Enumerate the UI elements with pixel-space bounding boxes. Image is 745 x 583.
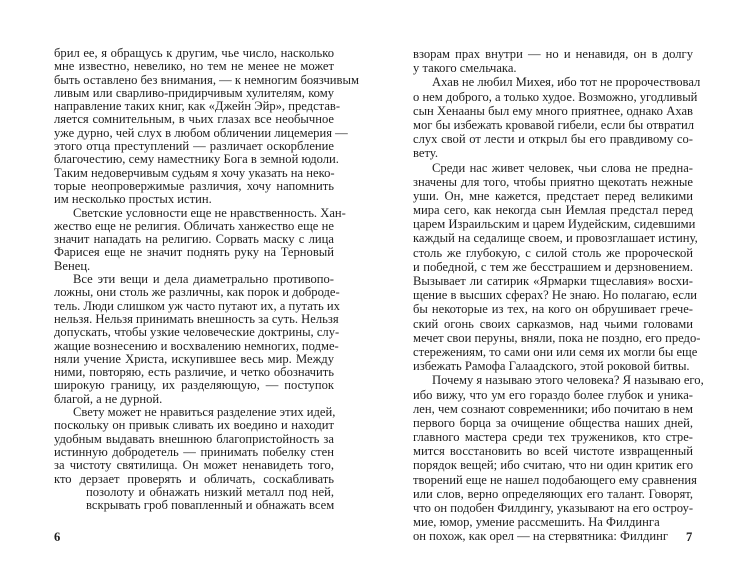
text-line: столь же глубокую, с силой столь же пророческой [413, 245, 693, 260]
text-line: мие, юмор, умение рассмешить. На Филдинга [413, 515, 660, 530]
text-line: Светские условности еще не нравственность. Хан- [73, 205, 346, 220]
text-line: уши. Он, мне кажется, предстает перед великими [413, 188, 693, 203]
text-line: ними, повторяю, есть различие, и четко обозначить [54, 365, 334, 380]
text-line: царем Израильским и царем Иудейским, сидевшими [413, 217, 696, 232]
text-line: удобным выдавать внешнюю благопристойность за [54, 431, 334, 446]
text-line: торые неопровержимые различия, хочу напомнить [54, 178, 334, 193]
text-line: Фарисея еще не значит поднять руку на Терновый [54, 245, 334, 260]
text-line: лен, чем сознают современники; ибо почитаю в нем [413, 401, 693, 416]
text-line: Почему я называю этого человека? Я называю его, [432, 373, 704, 388]
text-line: мог бы избежать кровавой гибели, если бы отвратил [413, 117, 695, 132]
text-line: щение в высших сферах? Не знаю. Но полагаю, если [413, 288, 697, 303]
text-line: каждый на седалище своем, и провозглашает истину, [413, 231, 698, 246]
text-line: первого борца за очищение общества наших дней, [413, 415, 693, 430]
text-line: этого отца преступлений — различает оскорбление [54, 139, 334, 154]
text-line: допускать, чтобы узкие человеческие доктрины, слу- [54, 325, 340, 340]
text-line: поскольку он привык сливать их воедино и находит [54, 418, 334, 433]
text-line: мечет свои перуны, вняли, пока не поздно, его предо- [413, 330, 701, 345]
text-line: о нем доброго, а только худое. Возможно, угодливый [413, 89, 698, 104]
text-line: избежать Рамофа Галаадского, этой роковой битвы. [413, 359, 690, 374]
text-line: вскрывать гроб повапленный и обнажать всем [86, 498, 335, 513]
text-line: Среди нас живет человек, чьи слова не предна- [432, 160, 693, 175]
text-line: стережениям, то сами они или семя их могли бы еще [413, 344, 698, 359]
text-line: няли учение Христа, искупившее весь мир. Между [54, 351, 334, 366]
text-line: Таким недоверчивым судьям я хочу указать на неко- [54, 165, 335, 180]
page-number-right: 7 [686, 530, 693, 544]
text-line: главного мастера среди тех тружеников, кто стре- [413, 430, 693, 445]
text-line: и победной, с тем же бесстрашием и дерзновением. [413, 259, 693, 274]
text-line: нельзя. Нельзя принимать внешность за суть. Нельзя [54, 311, 339, 326]
left-page-text [54, 46, 359, 513]
text-line: позолоту и обнажать низкий металл под ней, [86, 484, 334, 499]
text-line: Ахав не любил Михея, ибо тот не пророчествовал [432, 75, 701, 90]
text-line: или слов, верно определяющих его талант. Говорят, [413, 486, 693, 501]
text-line: благочестию, сему наместнику Бога в земной юдоли. [54, 152, 339, 167]
text-line: Венец. [54, 258, 91, 273]
text-line: у такого смельчака. [413, 61, 517, 76]
text-line: ливым или сварливо-придирчивым хулителям, кому [54, 85, 334, 100]
text-line: бы некоторые из тех, на кого он обрушивает грече- [413, 302, 693, 317]
text-line: Все эти вещи и дела диаметрально противопо- [73, 272, 334, 287]
text-line: что он подобен Филдингу, указывают на его остроу- [413, 501, 694, 515]
text-line: Свету может не нравиться разделение этих идей, [73, 405, 336, 420]
text-line: взорам прах внутри — но и ненавидя, он в долгу [413, 47, 693, 61]
text-line: он похож, как орел — на стервятника: Филдинг [413, 529, 669, 544]
text-line: ибо вижу, что ум его гораздо более глубок и уника- [413, 387, 693, 402]
text-line: слух свой от лести и открыл бы его правдивому со- [413, 132, 693, 147]
text-line: истинную добродетель — принимать побелку стен [54, 444, 334, 459]
text-line: ляется сомнительным, в чьих глазах все необычное [54, 112, 334, 127]
text-line: сын Хенааны был ему много приятнее, однако Ахав [413, 103, 693, 118]
text-line: мира сего, как некогда сын Иемлая предстал перед [413, 203, 693, 218]
page-number-left: 6 [54, 530, 61, 544]
text-line: значит нападать на религию. Сорвать маску с лица [54, 232, 334, 247]
text-line: жащие вознесению и восхвалению немногих, подме- [54, 338, 339, 353]
text-line: благой, а не дурной. [54, 391, 163, 406]
text-line: творений еще не нашел подобающего ему сравнения [413, 472, 697, 487]
text-line: Вызывает ли сатирик «Ярмарки тщеславия» восхи- [413, 274, 693, 288]
text-line: мне известно, невелико, но тем не менее не может [54, 59, 334, 74]
text-line: мится восстановить во всей чистоте извращенный [413, 444, 693, 459]
text-line: быть оставлено без внимания, — к немногим боязчивым [54, 72, 359, 87]
text-line: им несколько простых истин. [54, 192, 212, 207]
text-line: ложны, они столь же различны, как порок и доброде- [54, 285, 340, 300]
right-page-text [413, 47, 704, 544]
text-line: направление таких книг, как «Джейн Эйр», представ- [54, 99, 341, 114]
text-line: кто дерзает проверять и обличать, соскабливать [54, 471, 334, 486]
text-line: тель. Люди слишком уж часто путают их, а путать их [54, 298, 340, 313]
text-line: уже дурно, чей слух в любом обличении лицемерия — [54, 125, 348, 140]
text-line: брил ее, я обращусь к другим, чье число, насколько [54, 46, 334, 60]
text-line: ский огонь своих сарказмов, над чьими головами [413, 316, 693, 331]
text-line: вету. [413, 146, 438, 161]
text-line: за чистоту святилища. Он может ненавидеть того, [54, 458, 334, 473]
text-line: значены для того, чтобы приятно щекотать нежные [413, 174, 693, 189]
text-line: широкую границу, их разделяющую, — поступок [54, 378, 334, 393]
text-line: жество еще не религия. Обличать ханжество еще не [54, 218, 334, 233]
text-line: порядок вещей; ибо считаю, что ни один критик его [413, 458, 693, 473]
